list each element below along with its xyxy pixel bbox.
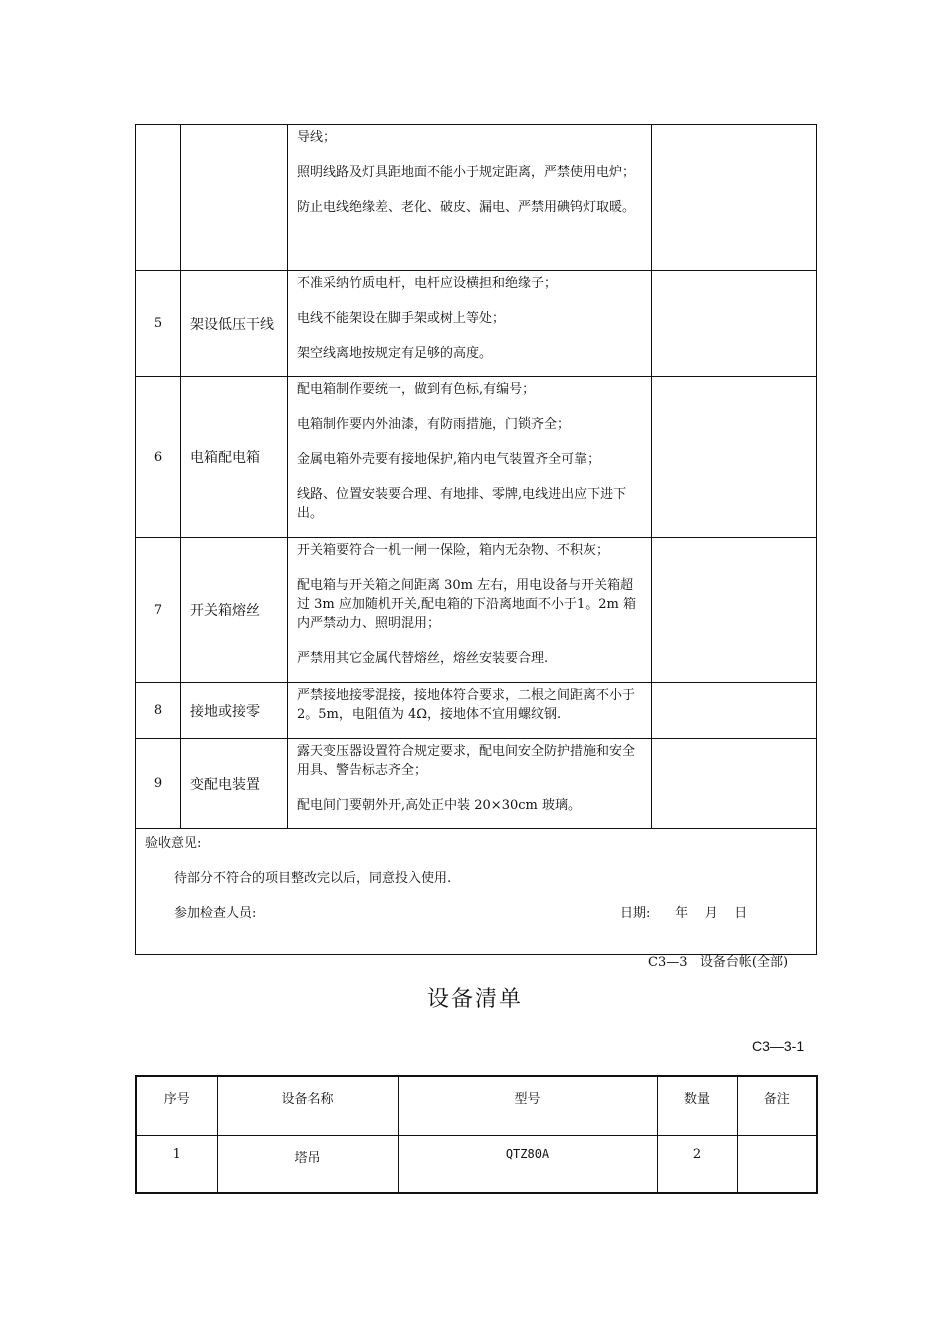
equipment-table — [135, 1075, 818, 1194]
row-result — [652, 125, 817, 271]
opinion-row — [136, 829, 817, 955]
form-code: C3—3-1 — [752, 1038, 805, 1054]
row-result — [652, 739, 817, 829]
requirement-text: 开关箱要符合一机一闸一保险，箱内无杂物、不积灰； — [297, 543, 610, 558]
acceptance-opinion — [136, 829, 817, 955]
row-requirements — [288, 739, 652, 829]
row-number: 8 — [136, 683, 181, 739]
column-header: 设备名称 — [217, 1076, 398, 1136]
requirement-text: 配电间门要朝外开,高处正中装 20×30cm 玻璃。 — [297, 798, 581, 813]
requirement-text: 严禁用其它金属代替熔丝，熔丝安装要合理. — [297, 651, 549, 666]
requirement-text: 电线不能架设在脚手架或树上等处； — [297, 311, 506, 326]
row-requirements — [288, 683, 652, 739]
table-row — [136, 377, 817, 538]
row-requirements — [288, 538, 652, 683]
row-number: 6 — [136, 377, 181, 538]
table-row — [136, 538, 817, 683]
requirement-text: 电箱制作要内外油漆，有防雨措施，门锁齐全； — [297, 417, 571, 432]
table-cell: 2 — [657, 1136, 737, 1194]
row-item — [181, 125, 288, 271]
opinion-title: 验收意见: — [145, 836, 202, 851]
requirement-text: 导线； — [297, 130, 337, 145]
opinion-text: 待部分不符合的项目整改完以后，同意投入使用. — [174, 871, 452, 886]
row-requirements — [288, 271, 652, 377]
requirement-text: 配电箱制作要统一，做到有色标,有编号； — [297, 382, 536, 397]
participants-label: 参加检查人员: — [174, 906, 257, 921]
inspection-table — [135, 124, 817, 955]
page-title: 设备清单 — [426, 987, 523, 1012]
table-row — [136, 1136, 817, 1194]
table-cell: 1 — [136, 1136, 217, 1194]
row-item: 开关箱熔丝 — [181, 538, 288, 683]
row-number: 7 — [136, 538, 181, 683]
column-header: 型号 — [398, 1076, 657, 1136]
row-item: 架设低压干线 — [181, 271, 288, 377]
row-item: 电箱配电箱 — [181, 377, 288, 538]
column-header: 数量 — [657, 1076, 737, 1136]
table-cell: 塔吊 — [217, 1136, 398, 1194]
requirement-text: 金属电箱外壳要有接地保护,箱内电气装置齐全可靠； — [297, 452, 601, 467]
row-result — [652, 683, 817, 739]
column-header: 备注 — [737, 1076, 817, 1136]
requirement-text: 架空线离地按规定有足够的高度。 — [297, 346, 493, 361]
row-number: 9 — [136, 739, 181, 829]
requirement-text: 严禁接地接零混接，接地体符合要求，二根之间距离不小于 2。5m，电阻值为 4Ω，接地体不宜用螺纹钢. — [297, 688, 636, 722]
row-number — [136, 125, 181, 271]
table-header-row — [136, 1076, 817, 1136]
requirement-text: 配电箱与开关箱之间距离 30m 左右，用电设备与开关箱超过 3m 应加随机开关,配电箱的下沿离地面不小于1。2m 箱内严禁动力、照明混用； — [297, 578, 636, 631]
row-item: 变配电装置 — [181, 739, 288, 829]
row-number: 5 — [136, 271, 181, 377]
requirement-text: 防止电线绝缘差、老化、破皮、漏电、严禁用碘钨灯取暖。 — [297, 200, 636, 215]
table-row — [136, 125, 817, 271]
requirement-text: 线路、位置安装要合理、有地排、零牌,电线进出应下进下出。 — [297, 487, 627, 521]
row-result — [652, 271, 817, 377]
requirement-text: 照明线路及灯具距地面不能小于规定距离，严禁使用电炉； — [297, 165, 636, 180]
table-row — [136, 683, 817, 739]
row-item: 接地或接零 — [181, 683, 288, 739]
table-row — [136, 271, 817, 377]
requirement-text: 不准采纳竹质电杆，电杆应设横担和绝缘子； — [297, 276, 558, 291]
table-cell — [737, 1136, 817, 1194]
row-requirements — [288, 125, 652, 271]
table-row — [136, 739, 817, 829]
table-cell: QTZ80A — [398, 1136, 657, 1194]
row-result — [652, 377, 817, 538]
row-requirements — [288, 377, 652, 538]
date-label: 日期: 年 月 日 — [620, 906, 748, 921]
column-header: 序号 — [136, 1076, 217, 1136]
section-caption: C3—3 设备台帐(全部) — [648, 955, 789, 970]
requirement-text: 露天变压器设置符合规定要求，配电间安全防护措施和安全用具、警告标志齐全； — [297, 744, 636, 778]
row-result — [652, 538, 817, 683]
